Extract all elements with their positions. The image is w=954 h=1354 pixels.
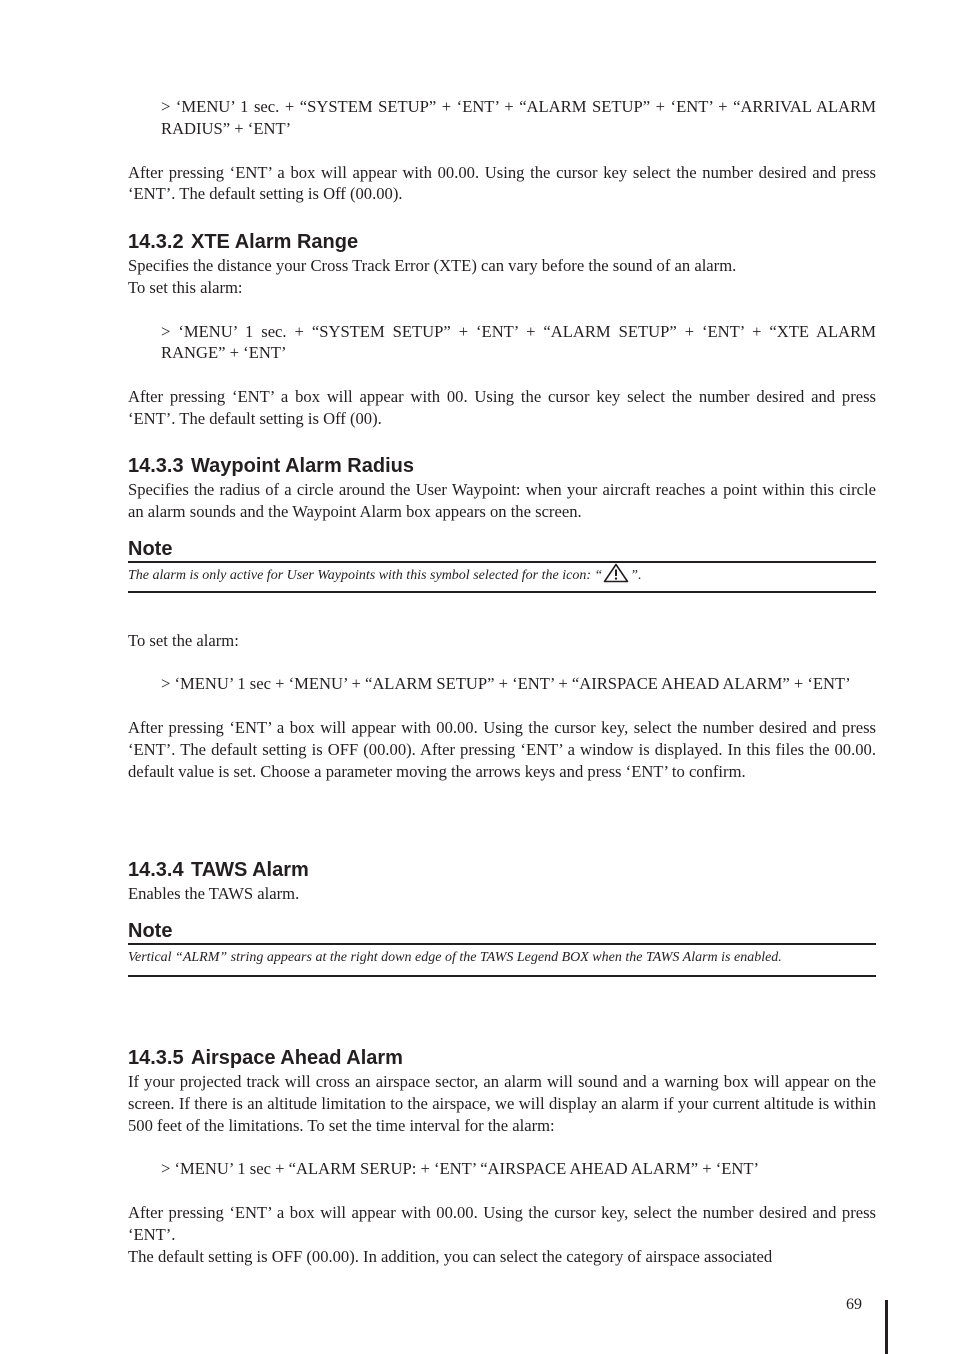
note-text-before: The alarm is only active for User Waypoints with this symbol selected for the icon: “ (128, 567, 603, 583)
section-14-3-2 (128, 229, 876, 430)
note-title: Note (128, 919, 173, 942)
paragraph: Specifies the distance your Cross Track Error (XTE) can vary before the sound of an alarm. (128, 256, 737, 275)
paragraph: Enables the TAWS alarm. (128, 884, 300, 903)
paragraph: The default setting is OFF (00.00). In addition, you can select the category of airspace associated (128, 1246, 773, 1266)
paragraph: After pressing ‘ENT’ a box will appear with 00.00. Using the cursor key, select the number desired and press ‘ENT’. The default setting is OFF (00.00). After pressing ‘ENT’ a window is displayed. In this files the 00.00. default value is set. Choose a parameter moving the arrows keys and press ‘ENT’ to confirm. (128, 718, 876, 781)
section-14-3-5 (128, 1045, 876, 1268)
warning-triangle-icon (603, 563, 629, 583)
section-14-3-3 (128, 453, 876, 783)
section-title: Airspace Ahead Alarm (191, 1047, 403, 1069)
command-line: > ‘MENU’ 1 sec. + “SYSTEM SETUP” + ‘ENT’ + “ALARM SETUP” + ‘ENT’ + “XTE ALARM RANGE” + ‘ENT’ (161, 321, 876, 363)
section-heading (128, 857, 876, 883)
section-number: 14.3.5 (128, 1047, 184, 1069)
section-title: TAWS Alarm (191, 859, 309, 881)
intro-section (128, 96, 876, 205)
section-14-3-4 (128, 857, 876, 977)
note-text-after: ”. (630, 567, 642, 583)
section-title: Waypoint Alarm Radius (191, 455, 414, 477)
page-number: 69 (846, 1296, 862, 1313)
paragraph: To set this alarm: (128, 277, 243, 297)
section-title: XTE Alarm Range (191, 231, 359, 253)
note-title: Note (128, 537, 173, 560)
section-heading (128, 1045, 876, 1071)
section-heading (128, 229, 876, 255)
page-margin-bar (885, 1300, 888, 1354)
paragraph: If your projected track will cross an airspace sector, an alarm will sound and a warning box will appear on the screen. If there is an altitude limitation to the airspace, we will display an alarm if your current altitude is within 500 feet of the limitations. To set the time interval for the alarm: (128, 1072, 876, 1135)
note-text (128, 561, 876, 593)
paragraph: After pressing ‘ENT’ a box will appear with 00.00. Using the cursor key, select the number desired and press ‘ENT’. (128, 1203, 876, 1244)
paragraph: After pressing ‘ENT’ a box will appear with 00. Using the cursor key select the number desired and press ‘ENT’. The default setting is Off (00). (128, 387, 876, 428)
section-heading (128, 453, 876, 479)
note-block (128, 919, 876, 977)
command-line: > ‘MENU’ 1 sec + “ALARM SERUP: + ‘ENT’ “AIRSPACE AHEAD ALARM” + ‘ENT’ (161, 1159, 760, 1179)
paragraph: Specifies the radius of a circle around the User Waypoint: when your aircraft reaches a point within this circle an alarm sounds and the Waypoint Alarm box appears on the screen. (128, 480, 876, 521)
section-number: 14.3.2 (128, 231, 184, 253)
note-text: Vertical “ALRM” string appears at the right down edge of the TAWS Legend BOX when the TAWS Alarm is enabled. (128, 943, 876, 977)
command-line: > ‘MENU’ 1 sec. + “SYSTEM SETUP” + ‘ENT’ + “ALARM SETUP” + ‘ENT’ + “ARRIVAL ALARM RADIUS” + ‘ENT’ (161, 97, 876, 138)
command-line: > ‘MENU’ 1 sec + ‘MENU’ + “ALARM SETUP” + ‘ENT’ + “AIRSPACE AHEAD ALARM” + ‘ENT’ (161, 674, 851, 694)
paragraph: To set the alarm: (128, 630, 239, 650)
section-number: 14.3.4 (128, 859, 184, 881)
note-block (128, 537, 876, 593)
paragraph: After pressing ‘ENT’ a box will appear with 00.00. Using the cursor key select the number desired and press ‘ENT’. The default setting is Off (00.00). (128, 162, 876, 204)
section-number: 14.3.3 (128, 455, 184, 477)
